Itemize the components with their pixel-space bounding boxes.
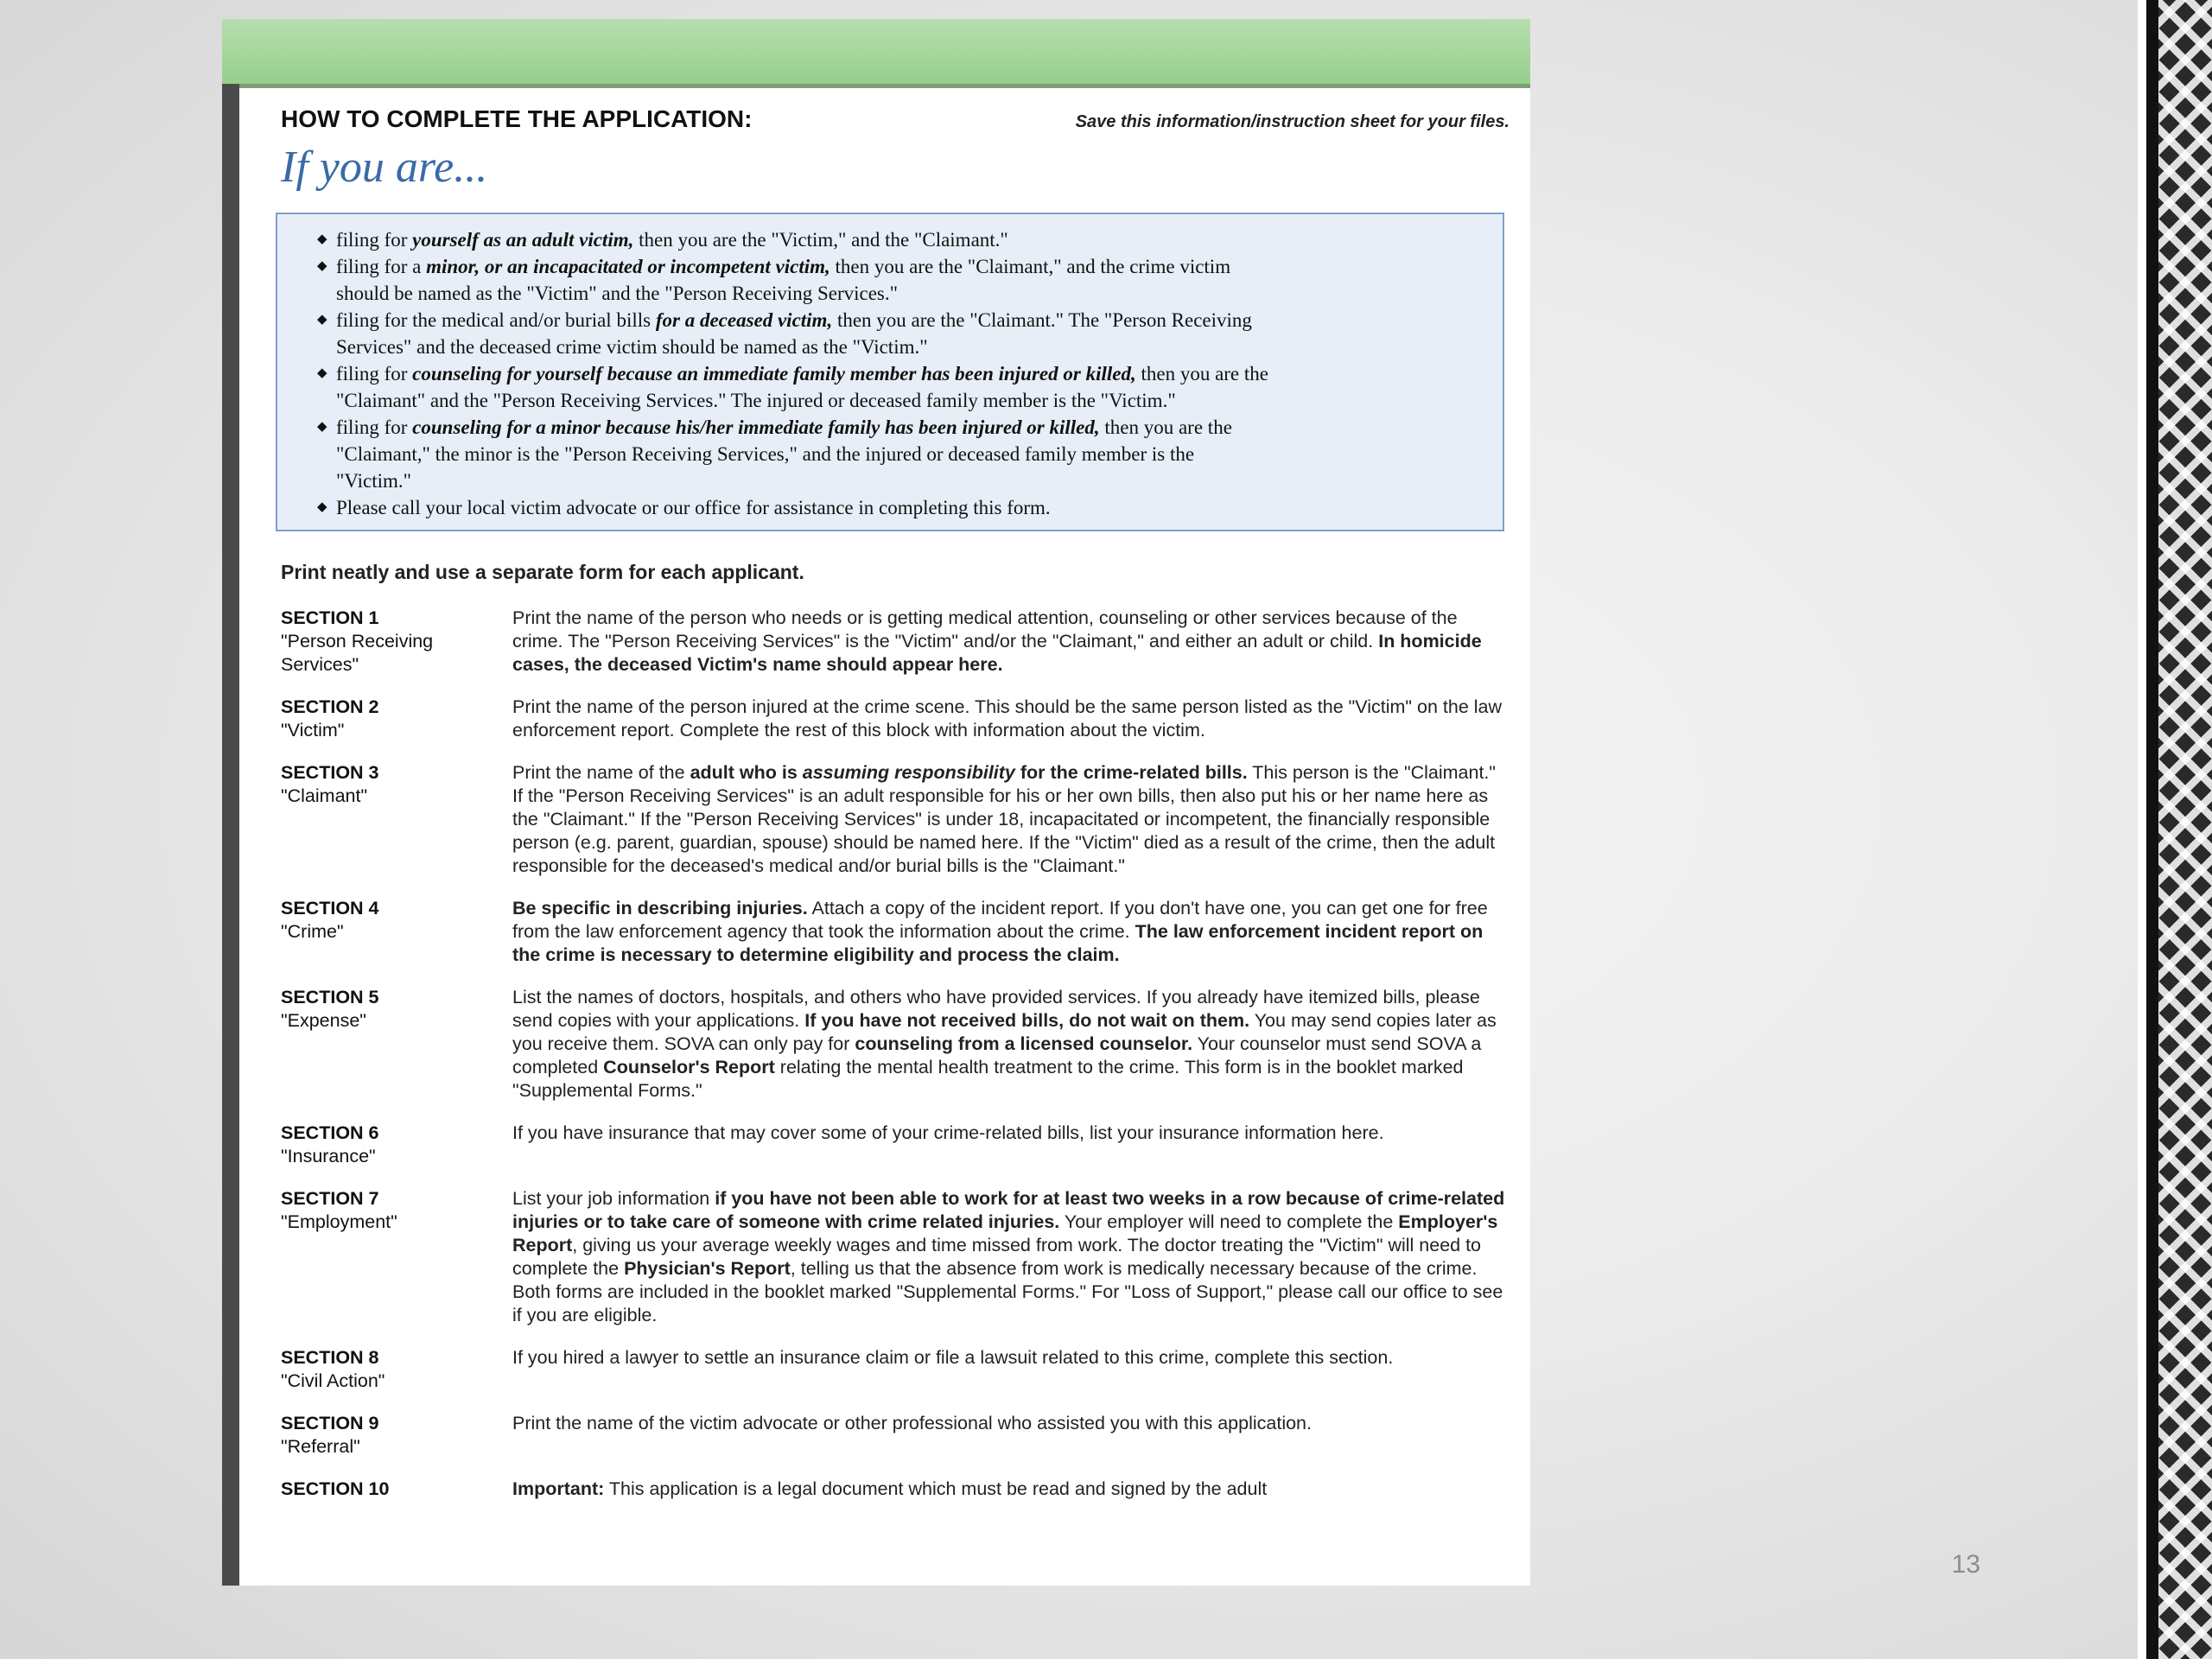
section-number: SECTION 3: [281, 762, 379, 783]
print-note: Print neatly and use a separate form for each applicant.: [281, 561, 804, 583]
section-number: SECTION 8: [281, 1347, 379, 1368]
section-label: [281, 607, 512, 677]
applicant-list-item: [321, 360, 1271, 414]
section-name: "Employment": [281, 1211, 397, 1232]
slide-number: 13: [1951, 1550, 1980, 1579]
section-name: "Referral": [281, 1436, 360, 1457]
text-run: , telling us that the absence from work is medically necessary because of the crime. Both forms are included in the booklet marked "Supplemental Forms." For "Loss of Support," please call our office to see if you are eligible.: [512, 1258, 1503, 1325]
section-number: SECTION 10: [281, 1478, 390, 1499]
document-header-row: [281, 105, 1510, 140]
text-run: This application is a legal document which must be read and signed by the adult: [604, 1478, 1268, 1499]
section-number: SECTION 6: [281, 1122, 379, 1143]
slide-border-white: [2138, 0, 2146, 1659]
text-run: for the crime-related bills.: [1014, 762, 1248, 783]
section-text: [512, 696, 1510, 742]
text-run: If you hired a lawyer to settle an insurance claim or file a lawsuit related to this crime, complete this section.: [512, 1347, 1394, 1368]
section-text: [512, 607, 1510, 677]
text-run: counseling for yourself because an immediate family member has been injured or killed,: [412, 363, 1136, 385]
document-content: [281, 105, 1510, 1501]
section-name: "Crime": [281, 921, 344, 942]
section-row: [281, 1346, 1510, 1393]
section-number: SECTION 2: [281, 696, 379, 717]
save-note: Save this information/instruction sheet for your files.: [1075, 112, 1510, 131]
section-name: "Expense": [281, 1010, 366, 1031]
text-run: filing for: [336, 229, 413, 251]
section-text: [512, 761, 1510, 878]
section-label: [281, 1412, 512, 1459]
section-text: [512, 1346, 1510, 1393]
text-run: for a deceased victim,: [655, 309, 833, 331]
text-run: adult who is: [690, 762, 803, 783]
section-number: SECTION 1: [281, 607, 379, 628]
document-header-bar: [222, 19, 1530, 88]
text-run: This person is the "Claimant." If the "Person Receiving Services" is an adult responsible for his or her own bills, then also put his or her name here as the "Claimant." If the "Person Receiving Services" is under 18, incapacitated or incompetent, the financially responsible person (e.g. parent, guardian, spouse) should be named here. If the "Victim" died as a result of the crime, then the adult responsible for the deceased's medical and/or burial bills is the "Claimant.": [512, 762, 1497, 876]
text-run: Attach a copy of the incident report. If you don't have one, you can get one for free from the law enforcement agency that took the information about the crime.: [512, 898, 1488, 942]
section-text: [512, 1122, 1510, 1168]
section-text: [512, 1412, 1510, 1459]
section-number: SECTION 5: [281, 987, 379, 1007]
text-run: relating the mental health treatment to the crime. This form is in the booklet marked "Supplemental Forms.": [512, 1057, 1464, 1101]
document-side-bar: [222, 84, 239, 1586]
section-row: [281, 696, 1510, 742]
section-number: SECTION 4: [281, 898, 379, 918]
text-run: You may send copies later as you receive them. SOVA can only pay for: [512, 1010, 1497, 1054]
text-run: Important:: [512, 1478, 605, 1499]
section-label: [281, 986, 512, 1103]
slide-border-pattern: [2158, 0, 2212, 1659]
section-label: [281, 1122, 512, 1168]
section-row: [281, 1412, 1510, 1459]
text-run: Print the name of the person injured at the crime scene. This should be the same person listed as the "Victim" on the law enforcement report. Complete the rest of this block with information about the victim.: [512, 696, 1503, 741]
section-row: [281, 1187, 1510, 1327]
applicant-list-item: [321, 414, 1271, 494]
section-text: [512, 1478, 1510, 1501]
text-run: yourself as an adult victim,: [412, 229, 634, 251]
text-run: , giving us your average weekly wages and time missed from work. The doctor treating the "Victim" will need to complete the: [512, 1235, 1482, 1279]
applicant-list-item: [321, 307, 1271, 360]
section-label: [281, 1346, 512, 1393]
text-run: Counselor's Report: [603, 1057, 775, 1077]
text-run: If you have insurance that may cover some of your crime-related bills, list your insurance information here.: [512, 1122, 1384, 1143]
sections-list: [281, 607, 1510, 1501]
text-run: Print the name of the person who needs or is getting medical attention, counseling or other services because of the crime. The "Person Receiving Services" is the "Victim" and/or the "Claimant," and either an adult or child.: [512, 607, 1458, 652]
text-run: counseling from a licensed counselor.: [855, 1033, 1193, 1054]
section-text: [512, 1187, 1510, 1327]
section-label: [281, 1187, 512, 1327]
section-row: [281, 1478, 1510, 1501]
text-run: Print the name of the victim advocate or other professional who assisted you with this application.: [512, 1413, 1312, 1433]
text-run: List your job information: [512, 1188, 715, 1209]
section-row: [281, 1122, 1510, 1168]
applicant-list: [277, 226, 1271, 521]
section-name: "Victim": [281, 720, 345, 741]
section-text: [512, 986, 1510, 1103]
text-run: assuming responsibility: [802, 762, 1015, 783]
text-run: Print the name of the: [512, 762, 690, 783]
section-label: [281, 761, 512, 878]
text-run: then you are the "Victim," and the "Claimant.": [633, 229, 1008, 251]
text-run: Your counselor must send SOVA a completed: [512, 1033, 1482, 1077]
section-row: [281, 761, 1510, 878]
text-run: Be specific in describing injuries.: [512, 898, 808, 918]
section-name: "Claimant": [281, 785, 368, 806]
section-number: SECTION 7: [281, 1188, 379, 1209]
text-run: Physician's Report: [624, 1258, 791, 1279]
section-number: SECTION 9: [281, 1413, 379, 1433]
text-run: Please call your local victim advocate or our office for assistance in completing this form.: [336, 497, 1051, 518]
text-run: filing for the medical and/or burial bills: [336, 309, 656, 331]
section-name: "Civil Action": [281, 1370, 385, 1391]
text-run: then you are the "Claimant," the minor is the "Person Receiving Services," and the injured or deceased family member is the "Victim.": [336, 416, 1232, 492]
document-image: [222, 19, 1530, 1586]
applicant-info-box: [276, 213, 1504, 531]
text-run: if you have not been able to work for at least two weeks in a row because of crime-related injuries or to take care of someone with crime related injuries.: [512, 1188, 1505, 1232]
text-run: then you are the "Claimant," and the crime victim should be named as the "Victim" and the "Person Receiving Services.": [336, 256, 1231, 304]
section-text: [512, 897, 1510, 967]
section-row: [281, 607, 1510, 677]
text-run: filing for: [336, 363, 413, 385]
text-run: If you have not received bills, do not wait on them.: [804, 1010, 1250, 1031]
text-run: In homicide cases, the deceased Victim's name should appear here.: [512, 631, 1482, 675]
applicant-list-item: [321, 253, 1271, 307]
text-run: filing for: [336, 416, 413, 438]
text-run: Employer's Report: [512, 1211, 1498, 1255]
section-row: [281, 897, 1510, 967]
text-run: filing for a: [336, 256, 427, 277]
if-you-are-heading: If you are...: [281, 143, 488, 192]
section-label: [281, 696, 512, 742]
section-name: "Insurance": [281, 1146, 376, 1166]
text-run: The law enforcement incident report on the crime is necessary to determine eligibility and process the claim.: [512, 921, 1484, 965]
section-label: [281, 897, 512, 967]
text-run: then you are the "Claimant." The "Person Receiving Services" and the deceased crime victim should be named as the "Victim.": [336, 309, 1252, 358]
text-run: counseling for a minor because his/her immediate family has been injured or killed,: [412, 416, 1100, 438]
section-row: [281, 986, 1510, 1103]
document-title: HOW TO COMPLETE THE APPLICATION:: [281, 105, 753, 132]
section-label: [281, 1478, 512, 1501]
applicant-list-item: [321, 226, 1271, 253]
text-run: List the names of doctors, hospitals, and others who have provided services. If you already have itemized bills, please send copies with your applications.: [512, 987, 1480, 1031]
slide-border-black: [2146, 0, 2158, 1659]
text-run: minor, or an incapacitated or incompetent victim,: [426, 256, 830, 277]
section-name: "Person Receiving Services": [281, 631, 434, 675]
text-run: Your employer will need to complete the: [1059, 1211, 1399, 1232]
applicant-list-item: [321, 494, 1271, 521]
text-run: then you are the "Claimant" and the "Person Receiving Services." The injured or deceased family member is the "Victim.": [336, 363, 1268, 411]
